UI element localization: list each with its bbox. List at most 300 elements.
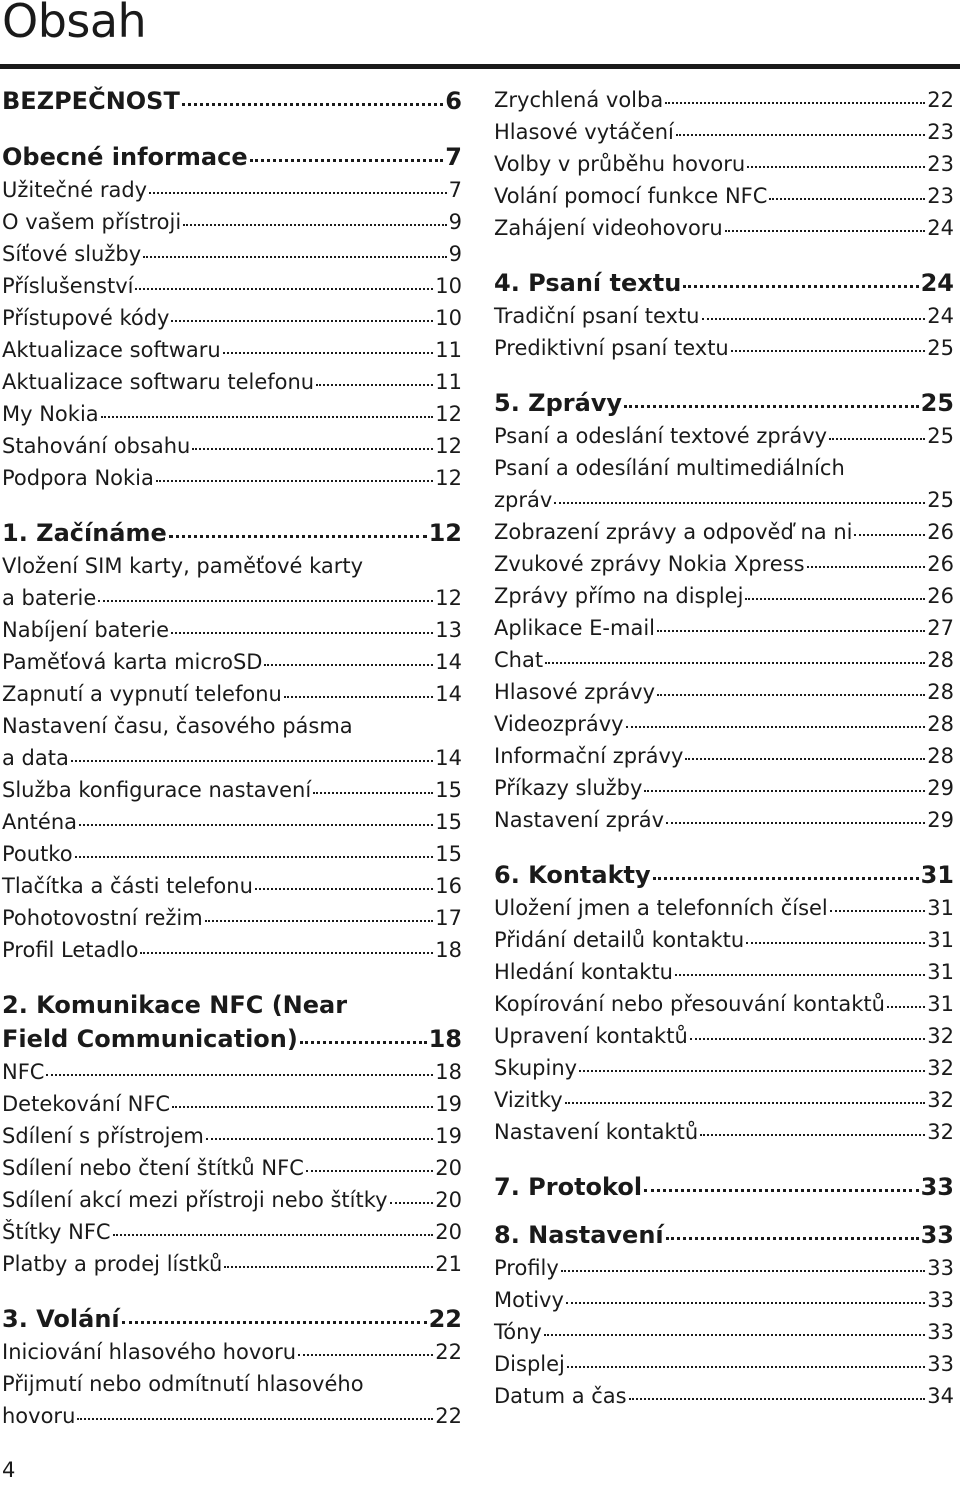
toc-entry[interactable] — [2, 366, 462, 398]
page-ref: 7 — [445, 143, 462, 171]
dot-leader — [629, 1398, 926, 1400]
toc-chapter[interactable] — [494, 1218, 954, 1252]
page-ref: 32 — [927, 1024, 954, 1048]
page-ref: 23 — [927, 120, 954, 144]
entry-title: Profil Letadlo — [2, 938, 139, 962]
chapter-title: 4. Psaní textu — [494, 269, 682, 297]
toc-entry[interactable] — [2, 742, 462, 774]
dot-leader — [731, 350, 926, 352]
entry-title: Kopírování nebo přesouvání kontaktů — [494, 992, 885, 1016]
dot-leader — [46, 1074, 433, 1076]
toc-entry[interactable] — [2, 1400, 462, 1432]
toc-chapter[interactable] — [494, 858, 954, 892]
dot-leader — [77, 1418, 433, 1420]
entry-title: Podpora Nokia — [2, 466, 154, 490]
page-ref: 21 — [435, 1252, 462, 1276]
toc-entry[interactable] — [494, 772, 954, 804]
toc-entry[interactable] — [494, 484, 954, 516]
toc-entry[interactable] — [494, 300, 954, 332]
page-ref: 22 — [435, 1404, 462, 1428]
entry-title: Síťové služby — [2, 242, 142, 266]
section-gap — [494, 364, 954, 386]
toc-entry[interactable] — [494, 1116, 954, 1148]
section-gap — [494, 244, 954, 266]
toc-entry[interactable] — [494, 580, 954, 612]
page-ref: 14 — [435, 682, 462, 706]
toc-entry[interactable] — [494, 1052, 954, 1084]
dot-leader — [71, 760, 433, 762]
entry-title: Vizitky — [494, 1088, 563, 1112]
page-ref: 24 — [927, 216, 954, 240]
page-ref: 18 — [435, 938, 462, 962]
dot-leader — [666, 1237, 919, 1240]
page-ref: 25 — [927, 336, 954, 360]
toc-entry[interactable] — [494, 1284, 954, 1316]
entry-title: Zobrazení zprávy a odpověď na ni — [494, 520, 853, 544]
page-ref: 27 — [927, 616, 954, 640]
page-ref: 14 — [435, 650, 462, 674]
toc-entry-line[interactable]: Přijmutí nebo odmítnutí hlasového — [2, 1372, 364, 1396]
entry-title: Přístupové kódy — [2, 306, 170, 330]
page-ref: 25 — [920, 389, 954, 417]
page-ref: 34 — [927, 1384, 954, 1408]
entry-title: Sdílení s přístrojem — [2, 1124, 204, 1148]
page-ref: 33 — [920, 1173, 954, 1201]
dot-leader — [298, 1354, 433, 1356]
entry-title: Přidání detailů kontaktu — [494, 928, 745, 952]
entry-title: Detekování NFC — [2, 1092, 171, 1116]
dot-leader — [644, 1189, 919, 1192]
page-ref: 9 — [448, 210, 462, 234]
entry-title: a data — [2, 746, 69, 770]
entry-title: Skupiny — [494, 1056, 578, 1080]
dot-leader — [561, 1270, 925, 1272]
dot-leader — [300, 1041, 427, 1044]
page-ref: 12 — [435, 402, 462, 426]
page-ref: 31 — [927, 992, 954, 1016]
entry-title: Profily — [494, 1256, 559, 1280]
entry-title: Užitečné rady — [2, 178, 148, 202]
page-ref: 33 — [927, 1256, 954, 1280]
entry-title: Zprávy přímo na displej — [494, 584, 744, 608]
toc-entry[interactable] — [494, 612, 954, 644]
toc-entry[interactable] — [494, 180, 954, 212]
dot-leader — [685, 758, 925, 760]
dot-leader — [657, 694, 925, 696]
toc-entry[interactable] — [2, 462, 462, 494]
page-ref: 28 — [927, 648, 954, 672]
dot-leader — [182, 103, 443, 106]
toc-entry[interactable] — [2, 1336, 462, 1368]
toc-entry-line[interactable]: Nastavení času, časového pásma — [2, 714, 353, 738]
toc-entry[interactable] — [494, 148, 954, 180]
dot-leader — [264, 664, 433, 666]
dot-leader — [653, 877, 919, 880]
page-ref: 12 — [435, 586, 462, 610]
page-ref: 18 — [428, 1025, 462, 1053]
entry-title: O vašem přístroji — [2, 210, 182, 234]
toc-right-column — [494, 84, 954, 1412]
toc-entry[interactable] — [494, 1348, 954, 1380]
entry-title: Aplikace E-mail — [494, 616, 656, 640]
dot-leader — [255, 888, 433, 890]
page-ref: 33 — [927, 1352, 954, 1376]
toc-chapter[interactable] — [2, 516, 462, 550]
entry-title: Nastavení kontaktů — [494, 1120, 699, 1144]
entry-title: Videozprávy — [494, 712, 624, 736]
dot-leader — [702, 318, 926, 320]
dot-leader — [143, 256, 446, 258]
dot-leader — [579, 1070, 925, 1072]
toc-entry[interactable] — [2, 646, 462, 678]
dot-leader — [313, 792, 433, 794]
toc-entry[interactable] — [494, 956, 954, 988]
dot-leader — [565, 1102, 926, 1104]
entry-title: hovoru — [2, 1404, 76, 1428]
page-ref: 11 — [435, 370, 462, 394]
entry-title: Aktualizace softwaru — [2, 338, 221, 362]
page-ref: 31 — [927, 960, 954, 984]
toc-entry[interactable] — [494, 212, 954, 244]
toc-entry[interactable] — [494, 516, 954, 548]
section-gap — [2, 966, 462, 988]
dot-leader — [169, 535, 427, 538]
toc-entry[interactable] — [2, 1184, 462, 1216]
dot-leader — [98, 600, 433, 602]
dot-leader — [206, 1138, 433, 1140]
page-ref: 11 — [435, 338, 462, 362]
dot-leader — [390, 1202, 434, 1204]
entry-title: Služba konfigurace nastavení — [2, 778, 312, 802]
entry-title: Hledání kontaktu — [494, 960, 673, 984]
page-ref: 33 — [927, 1320, 954, 1344]
entry-title: Zvukové zprávy Nokia Xpress — [494, 552, 805, 576]
page-ref: 22 — [428, 1305, 462, 1333]
dot-leader — [745, 598, 925, 600]
toc-entry[interactable] — [2, 398, 462, 430]
entry-title: Zrychlená volba — [494, 88, 664, 112]
dot-leader — [122, 1321, 427, 1324]
page-ref: 22 — [927, 88, 954, 112]
dot-leader — [223, 352, 434, 354]
page-ref: 23 — [927, 152, 954, 176]
dot-leader — [854, 534, 925, 536]
toc-entry[interactable] — [2, 334, 462, 366]
toc-entry[interactable] — [494, 892, 954, 924]
toc-entry[interactable] — [494, 1380, 954, 1412]
chapter-title: 1. Začínáme — [2, 519, 167, 547]
page-ref: 12 — [435, 434, 462, 458]
page-ref: 14 — [435, 746, 462, 770]
toc-entry[interactable] — [2, 302, 462, 334]
toc-entry[interactable] — [2, 430, 462, 462]
dot-leader — [545, 662, 925, 664]
entry-title: Uložení jmen a telefonních čísel — [494, 896, 828, 920]
dot-leader — [829, 438, 925, 440]
page-ref: 32 — [927, 1056, 954, 1080]
dot-leader — [140, 952, 433, 954]
entry-title: Nabíjení baterie — [2, 618, 170, 642]
page-ref: 20 — [435, 1156, 462, 1180]
entry-title: Příkazy služby — [494, 776, 643, 800]
entry-title: Sdílení nebo čtení štítků NFC — [2, 1156, 304, 1180]
dot-leader — [676, 134, 925, 136]
entry-title: Zahájení videohovoru — [494, 216, 723, 240]
entry-title: Tradiční psaní textu — [494, 304, 700, 328]
toc-chapter[interactable] — [2, 1022, 462, 1056]
page-ref: 23 — [927, 184, 954, 208]
toc-chapter[interactable] — [2, 1302, 462, 1336]
entry-title: Prediktivní psaní textu — [494, 336, 729, 360]
page-ref: 13 — [435, 618, 462, 642]
section-gap — [2, 1280, 462, 1302]
dot-leader — [113, 1234, 434, 1236]
page-ref: 15 — [435, 842, 462, 866]
page-ref: 18 — [435, 1060, 462, 1084]
entry-title: Iniciování hlasového hovoru — [2, 1340, 297, 1364]
entry-title: Psaní a odeslání textové zprávy — [494, 424, 828, 448]
dot-leader — [725, 230, 926, 232]
entry-title: Informační zprávy — [494, 744, 684, 768]
section-gap — [494, 1148, 954, 1170]
dot-leader — [746, 942, 925, 944]
toc-entry[interactable] — [2, 206, 462, 238]
page-ref: 31 — [920, 861, 954, 889]
toc-entry[interactable] — [2, 838, 462, 870]
page-ref: 33 — [920, 1221, 954, 1249]
toc-chapter[interactable] — [2, 140, 462, 174]
toc-entry[interactable] — [494, 116, 954, 148]
dot-leader — [135, 288, 433, 290]
toc-entry[interactable] — [494, 804, 954, 836]
page-ref: 19 — [435, 1124, 462, 1148]
toc-entry[interactable] — [494, 644, 954, 676]
page-ref: 24 — [927, 304, 954, 328]
page-number: 4 — [2, 1458, 16, 1482]
toc-entry[interactable] — [494, 676, 954, 708]
dot-leader — [830, 910, 926, 912]
page-ref: 19 — [435, 1092, 462, 1116]
entry-title: Hlasové zprávy — [494, 680, 656, 704]
dot-leader — [250, 159, 444, 162]
dot-leader — [626, 726, 926, 728]
toc-entry[interactable] — [2, 1248, 462, 1280]
toc-entry[interactable] — [2, 678, 462, 710]
page-ref: 31 — [927, 896, 954, 920]
page-ref: 24 — [920, 269, 954, 297]
dot-leader — [665, 102, 925, 104]
toc-entry[interactable] — [494, 548, 954, 580]
entry-title: Tóny — [494, 1320, 542, 1344]
page-ref: 26 — [927, 520, 954, 544]
page-ref: 6 — [445, 87, 462, 115]
entry-title: zpráv — [494, 488, 553, 512]
dot-leader — [554, 502, 925, 504]
dot-leader — [747, 166, 925, 168]
dot-leader — [807, 566, 926, 568]
page-ref: 12 — [428, 519, 462, 547]
toc-entry[interactable] — [494, 924, 954, 956]
chapter-title: 7. Protokol — [494, 1173, 643, 1201]
toc-entry[interactable] — [2, 1152, 462, 1184]
entry-title: NFC — [2, 1060, 45, 1084]
dot-leader — [171, 320, 433, 322]
entry-title: Tlačítka a části telefonu — [2, 874, 253, 898]
section-gap — [2, 494, 462, 516]
page-ref: 20 — [435, 1220, 462, 1244]
page-ref: 32 — [927, 1088, 954, 1112]
page-ref: 32 — [927, 1120, 954, 1144]
page-ref: 25 — [927, 488, 954, 512]
entry-title: Stahování obsahu — [2, 434, 191, 458]
toc-chapter[interactable] — [494, 1170, 954, 1204]
dot-leader — [156, 480, 433, 482]
page-ref: 28 — [927, 680, 954, 704]
entry-title: My Nokia — [2, 402, 99, 426]
toc-entry[interactable] — [2, 270, 462, 302]
dot-leader — [101, 416, 434, 418]
dot-leader — [567, 1366, 925, 1368]
toc-entry[interactable] — [494, 332, 954, 364]
dot-leader — [566, 1302, 925, 1304]
toc-entry[interactable] — [2, 1120, 462, 1152]
chapter-title: 5. Zprávy — [494, 389, 623, 417]
toc-entry[interactable] — [494, 988, 954, 1020]
page-ref: 15 — [435, 810, 462, 834]
chapter-title: 3. Volání — [2, 1305, 120, 1333]
chapter-title: 8. Nastavení — [494, 1221, 664, 1249]
chapter-title: 6. Kontakty — [494, 861, 651, 889]
toc-entry[interactable] — [2, 174, 462, 206]
entry-title: Datum a čas — [494, 1384, 627, 1408]
toc-entry[interactable] — [2, 806, 462, 838]
entry-title: a baterie — [2, 586, 97, 610]
entry-title: Pohotovostní režim — [2, 906, 203, 930]
toc-entry[interactable] — [494, 708, 954, 740]
page-ref: 33 — [927, 1288, 954, 1312]
toc-entry[interactable] — [2, 238, 462, 270]
toc-entry[interactable] — [494, 1316, 954, 1348]
dot-leader — [316, 384, 433, 386]
dot-leader — [79, 824, 433, 826]
entry-title: Poutko — [2, 842, 73, 866]
toc-entry[interactable] — [494, 420, 954, 452]
section-gap — [494, 1204, 954, 1218]
chapter-title: Obecné informace — [2, 143, 248, 171]
dot-leader — [183, 224, 446, 226]
page-ref: 10 — [435, 274, 462, 298]
page-ref: 12 — [435, 466, 462, 490]
dot-leader — [769, 198, 925, 200]
entry-title: Paměťová karta microSD — [2, 650, 263, 674]
dot-leader — [657, 630, 925, 632]
title-rule — [0, 64, 960, 69]
entry-title: Hlasové vytáčení — [494, 120, 674, 144]
page-ref: 22 — [435, 1340, 462, 1364]
entry-title: Motivy — [494, 1288, 564, 1312]
section-gap — [494, 836, 954, 858]
entry-title: Anténa — [2, 810, 78, 834]
toc-entry[interactable] — [2, 582, 462, 614]
entry-title: Aktualizace softwaru telefonu — [2, 370, 315, 394]
chapter-title: BEZPEČNOST — [2, 87, 180, 115]
dot-leader — [172, 1106, 433, 1108]
entry-title: Nastavení zpráv — [494, 808, 665, 832]
toc-entry[interactable] — [2, 902, 462, 934]
entry-title: Sdílení akcí mezi přístroji nebo štítky — [2, 1188, 388, 1212]
page-ref: 16 — [435, 874, 462, 898]
dot-leader — [224, 1266, 433, 1268]
toc-entry[interactable] — [494, 1020, 954, 1052]
toc-entry[interactable] — [2, 1216, 462, 1248]
toc-chapter[interactable] — [494, 266, 954, 300]
toc-entry-line[interactable]: Psaní a odesílání multimediálních — [494, 456, 845, 480]
toc-entry[interactable] — [2, 1088, 462, 1120]
page-ref: 25 — [927, 424, 954, 448]
dot-leader — [192, 448, 433, 450]
section-gap — [2, 118, 462, 140]
entry-title: Štítky NFC — [2, 1220, 111, 1244]
toc-entry[interactable] — [494, 1252, 954, 1284]
dot-leader — [75, 856, 434, 858]
page-ref: 7 — [448, 178, 462, 202]
page-ref: 26 — [927, 552, 954, 576]
page-ref: 31 — [927, 928, 954, 952]
dot-leader — [690, 1038, 926, 1040]
toc-entry[interactable] — [2, 870, 462, 902]
page-ref: 28 — [927, 744, 954, 768]
page-ref: 28 — [927, 712, 954, 736]
dot-leader — [284, 696, 433, 698]
dot-leader — [544, 1334, 925, 1336]
toc-chapter-line[interactable]: 2. Komunikace NFC (Near — [2, 991, 348, 1019]
entry-title: Zapnutí a vypnutí telefonu — [2, 682, 282, 706]
page-ref: 29 — [927, 776, 954, 800]
toc-entry[interactable] — [494, 84, 954, 116]
toc-chapter[interactable] — [494, 386, 954, 420]
page-ref: 15 — [435, 778, 462, 802]
entry-title: Upravení kontaktů — [494, 1024, 688, 1048]
page-ref: 17 — [435, 906, 462, 930]
toc-entry[interactable] — [494, 740, 954, 772]
entry-title: Chat — [494, 648, 544, 672]
toc-left-column — [2, 84, 462, 1432]
entry-title: Displej — [494, 1352, 565, 1376]
dot-leader — [644, 790, 925, 792]
dot-leader — [666, 822, 925, 824]
dot-leader — [675, 974, 925, 976]
dot-leader — [171, 632, 433, 634]
page-ref: 9 — [448, 242, 462, 266]
page-ref: 20 — [435, 1188, 462, 1212]
toc-entry[interactable] — [2, 774, 462, 806]
page-ref: 26 — [927, 584, 954, 608]
toc-entry[interactable] — [2, 934, 462, 966]
dot-leader — [700, 1134, 925, 1136]
page-title: Obsah — [2, 0, 147, 48]
dot-leader — [624, 405, 919, 408]
toc-entry[interactable] — [2, 1056, 462, 1088]
toc-entry[interactable] — [2, 614, 462, 646]
entry-title: Příslušenství — [2, 274, 134, 298]
chapter-title: Field Communication) — [2, 1025, 298, 1053]
entry-title: Volby v průběhu hovoru — [494, 152, 746, 176]
dot-leader — [306, 1170, 433, 1172]
page-ref: 29 — [927, 808, 954, 832]
toc-entry[interactable] — [494, 1084, 954, 1116]
toc-entry-line[interactable]: Vložení SIM karty, paměťové karty — [2, 554, 364, 578]
toc-chapter[interactable] — [2, 84, 462, 118]
